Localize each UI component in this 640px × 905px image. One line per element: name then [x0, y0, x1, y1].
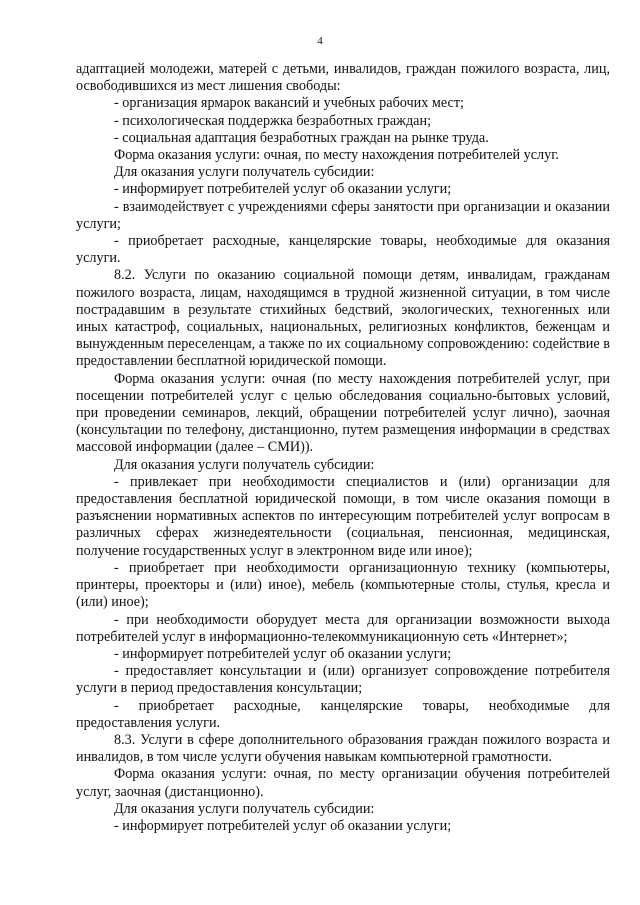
paragraph: - психологическая поддержка безработных граждан; [114, 112, 432, 129]
paragraph: Для оказания услуги получатель субсидии: [114, 164, 375, 181]
paragraph: Для оказания услуги получатель субсидии: [114, 456, 375, 473]
page-number: 4 [317, 35, 323, 47]
paragraph: - приобретает расходные, канцелярские товары, необходимые для оказания услуги. [76, 233, 610, 267]
paragraph: - информирует потребителей услуг об оказании услуги; [114, 645, 452, 662]
paragraph: - социальная адаптация безработных граждан на рынке труда. [114, 129, 489, 146]
paragraph: 8.2. Услуги по оказанию социальной помощи детям, инвалидам, гражданам пожилого возраста, лицам, находящимся в трудной жизненной ситуации, в том числе пострадавшим в результате стихийных бедствий, экологических, техногенных или иных катастроф, социальных, национальных, религиозных конфликтов, беженцам и вынужденным переселенцам, а также по их социальному сопровождению: содействие в предоставлении бесплатной юридической помощи. [76, 267, 610, 370]
paragraph: адаптацией молодежи, матерей с детьми, инвалидов, граждан пожилого возраста, лиц, освободившихся из мест лишения свободы: [76, 61, 610, 95]
paragraph: - приобретает при необходимости организационную технику (компьютеры, принтеры, проекторы и (или) иное), мебель (компьютерные столы, стулья, кресла и (или) иное); [76, 559, 610, 611]
paragraph: 8.3. Услуги в сфере дополнительного образования граждан пожилого возраста и инвалидов, в том числе услуги обучения навыкам компьютерной грамотности. [76, 731, 610, 766]
paragraph: Форма оказания услуги: очная (по месту нахождения потребителей услуг, при посещении потребителей услуг с целью обследования социально-бытовых условий, при проведении семинаров, лекций, обращении потребителей услуг лично), заочная (консультации по телефону, дистанционно, путем размещения информации в средствах массовой информации (далее – СМИ)). [76, 370, 610, 456]
paragraph: - организация ярмарок вакансий и учебных рабочих мест; [114, 95, 464, 112]
paragraph: Для оказания услуги получатель субсидии: [114, 800, 375, 817]
paragraph: - приобретает расходные, канцелярские товары, необходимые для предоставления услуги. [76, 697, 610, 731]
paragraph: Форма оказания услуги: очная, по месту организации обучения потребителей услуг, заочная (дистанционно). [76, 766, 610, 800]
paragraph: - предоставляет консультации и (или) организует сопровождение потребителя услуги в период предоставления консультации; [76, 663, 610, 697]
paragraph: - привлекает при необходимости специалистов и (или) организации для предоставления бесплатной юридической помощи, в том числе оказания помощи в разъяснении нормативных аспектов по интересующим потребителей услуг вопросам в различных сферах жизнедеятельности (социальная, пенсионная, медицинская, получение государственных услуг в электронном виде или иное); [76, 473, 610, 559]
paragraph: Форма оказания услуги: очная, по месту нахождения потребителей услуг. [114, 147, 559, 164]
paragraph: - при необходимости оборудует места для организации возможности выхода потребителей услуг в информационно-телекоммуникационную сеть «Интернет»; [76, 611, 610, 645]
paragraph: - информирует потребителей услуг об оказании услуги; [114, 817, 452, 834]
paragraph: - взаимодействует с учреждениями сферы занятости при организации и оказании услуги; [76, 198, 610, 232]
document-body [76, 61, 610, 835]
paragraph: - информирует потребителей услуг об оказании услуги; [114, 181, 452, 198]
